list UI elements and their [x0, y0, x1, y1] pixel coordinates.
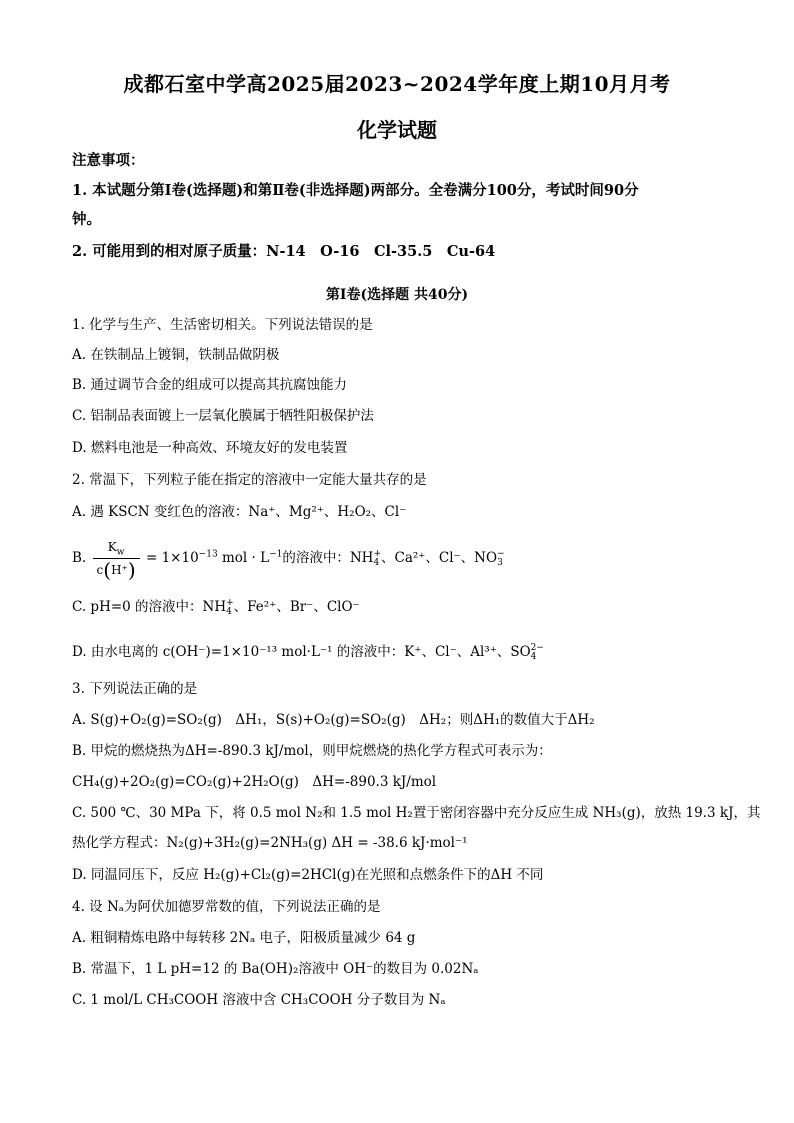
q3-option-b: B. 甲烷的燃烧热为ΔH=-890.3 kJ/mol，则甲烷燃烧的热化学方程式可表示为：	[72, 743, 552, 759]
q4-option-c: C. 1 mol/L CH₃COOH 溶液中含 CH₃COOH 分子数目为 Nₐ	[72, 992, 446, 1008]
q2-option-a: A. 遇 KSCN 变红色的溶液：Na⁺、Mg²⁺、H₂O₂、Cl⁻	[72, 504, 407, 520]
q3-option-a: A. S(g)+O₂(g)=SO₂(g) ΔH₁，S(s)+O₂(g)=SO₂(g) ΔH₂；则ΔH₁的数值大于ΔH₂	[72, 712, 595, 728]
q2-stem: 2. 常温下，下列粒子能在指定的溶液中一定能大量共存的是	[72, 472, 427, 488]
q1-stem: 1. 化学与生产、生活密切相关。下列说法错误的是	[72, 317, 373, 333]
q4-option-a: A. 粗铜精炼电路中每转移 2Nₐ 电子，阳极质量减少 64 g	[72, 930, 416, 946]
notes-heading: 注意事项：	[72, 152, 145, 169]
q1-option-d: D. 燃料电池是一种高效、环境友好的发电装置	[72, 440, 348, 456]
q1-option-b: B. 通过调节合金的组成可以提高其抗腐蚀能力	[72, 377, 348, 393]
q4-option-b: B. 常温下，1 L pH=12 的 Ba(OH)₂溶液中 OH⁻的数目为 0.02Nₐ	[72, 961, 479, 977]
exam-title: 成都石室中学高2025届2023~2024学年度上期10月月考	[123, 72, 671, 96]
q2-option-b: B. $\frac{K_w}{c(H^+)}$ = $1\times 10^{-13}$ mol · $L^{-1}$的溶液中：NH + 4 、Ca²⁺、Cl⁻、NO − 3	[72, 536, 505, 581]
q3-option-b-equation: CH₄(g)+2O₂(g)=CO₂(g)+2H₂O(g) ΔH=-890.3 kJ/mol	[72, 774, 437, 790]
q3-stem: 3. 下列说法正确的是	[72, 681, 198, 697]
fraction-denominator: c(H⁺)	[96, 558, 136, 582]
note-1-cont: 钟。	[72, 211, 101, 228]
note-1: 1. 本试题分第Ⅰ卷(选择题)和第Ⅱ卷(非选择题)两部分。全卷满分100分，考试时间90分	[72, 182, 639, 199]
q2-b-equation: = 1×10	[145, 550, 199, 566]
q3-option-c: C. 500 ℃、30 MPa 下，将 0.5 mol N₂和 1.5 mol H₂置于密闭容器中充分反应生成 NH₃(g)，放热 19.3 kJ，其	[72, 805, 761, 821]
fraction-numerator: $K_w$	[93, 536, 140, 559]
q2-option-d: D. 由水电离的 c(OH⁻)=1×10⁻¹³ mol·L⁻¹ 的溶液中：K⁺、Cl⁻、Al³⁺、SO 2− 4	[72, 642, 544, 662]
kw-fraction	[93, 536, 140, 581]
q4-stem: 4. 设 Nₐ为阿伏加德罗常数的值，下列说法正确的是	[72, 899, 381, 915]
q2-b-label: B.	[72, 550, 87, 566]
q1-option-c: C. 铝制品表面镀上一层氧化膜属于牺牲阳极保护法	[72, 408, 374, 424]
exam-subtitle: 化学试题	[357, 118, 437, 142]
q3-option-c-equation: 热化学方程式：N₂(g)+3H₂(g)=2NH₃(g) ΔH = -38.6 kJ·mol⁻¹	[72, 835, 468, 851]
note-2: 2. 可能用到的相对原子质量：N-14 O-16 Cl-35.5 Cu-64	[72, 243, 496, 260]
section-heading: 第Ⅰ卷(选择题 共40分)	[325, 287, 469, 303]
q3-option-d: D. 同温同压下，反应 H₂(g)+Cl₂(g)=2HCl(g)在光照和点燃条件下的ΔH 不同	[72, 867, 544, 883]
q2-option-c: C. pH=0 的溶液中：NH + 4 、Fe²⁺、Br⁻、ClO⁻	[72, 597, 360, 617]
q1-option-a: A. 在铁制品上镀铜，铁制品做阴极	[72, 347, 280, 363]
